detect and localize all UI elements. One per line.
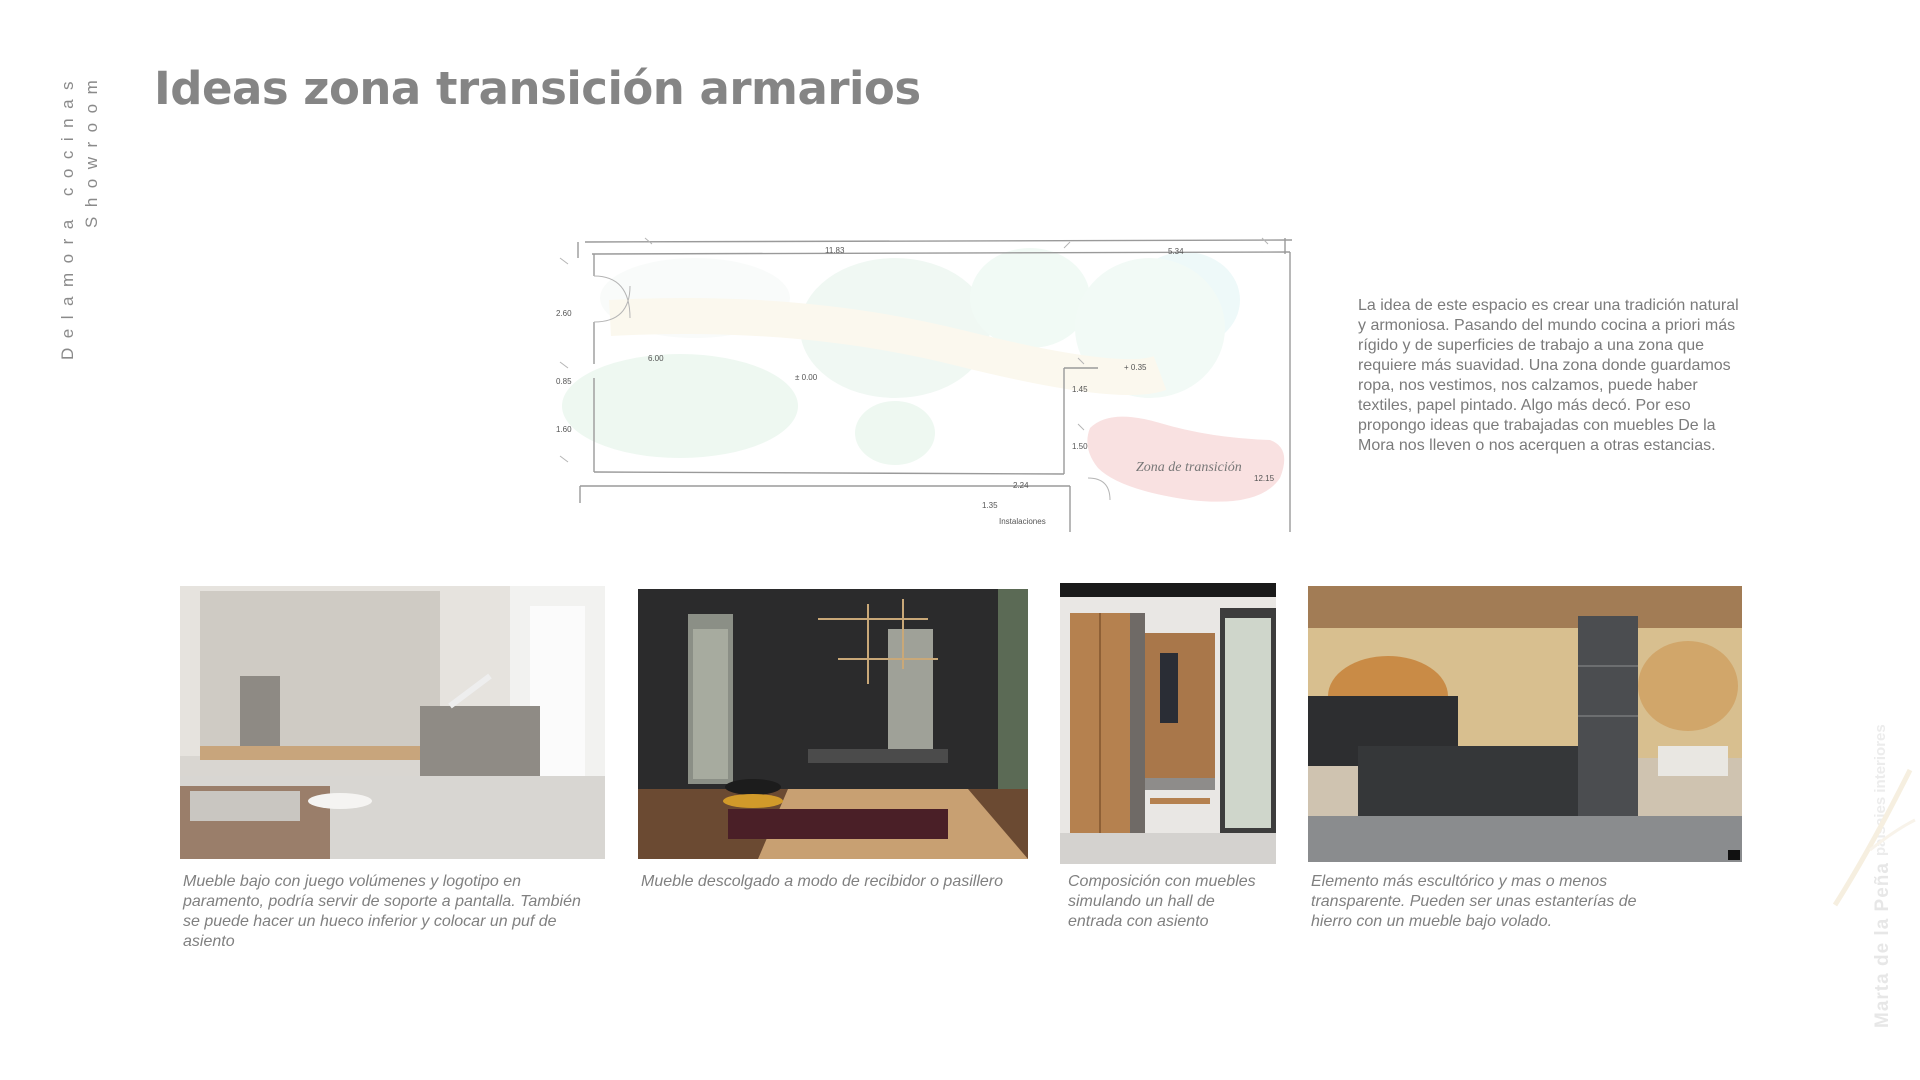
photo-dark-hall	[638, 589, 1028, 859]
caption-photo-3: Composición con muebles simulando un hall de entrada con asiento	[1068, 873, 1256, 930]
brand-vertical-text: Delamora cocinas	[58, 71, 77, 360]
photo-sculptural-shelving	[1308, 586, 1742, 862]
description-text: La idea de este espacio es crear una tradición natural y armoniosa. Pasando del mundo cocina a priori más rígido y de superficies de trabajo a una zona que requiere más suavidad. Una zona donde guardamos ropa, nos vestimos, nos calzamos, puede haber textiles, papel pintado. Algo más decó. Por eso propongo ideas que trabajadas con muebles De la Mora nos lleven o nos acerquen a otras estancias.	[1358, 297, 1739, 454]
floor-plan-image	[550, 228, 1298, 532]
plan-installations-label: Instalaciones	[999, 517, 1046, 526]
page-title: Ideas zona transición armarios	[154, 62, 921, 115]
plan-dim-label: 6.00	[648, 354, 664, 363]
watermark-name: Marta de la Peña	[1872, 862, 1893, 1028]
photo-entrance-hall	[1060, 583, 1276, 864]
plan-dim-label: 0.85	[556, 377, 572, 386]
plan-zone-label: Zona de transición	[1136, 460, 1242, 475]
plan-dim-label: 2.60	[556, 309, 572, 318]
plan-dim-label: 1.45	[1072, 385, 1088, 394]
plan-dim-label: 5.34	[1168, 247, 1184, 256]
plan-dim-label: 1.60	[556, 425, 572, 434]
caption-photo-4: Elemento más escultórico y mas o menos transparente. Pueden ser unas estanterías de hierro con un mueble bajo volado.	[1311, 873, 1637, 930]
plan-dim-label: 2.24	[1013, 481, 1029, 490]
brand-subtitle-vertical: Showroom	[82, 70, 101, 228]
plan-dim-label: 12.15	[1254, 474, 1275, 483]
plan-dim-label: 11.83	[825, 246, 845, 255]
watermark-tagline: paisajes interiores	[1872, 724, 1889, 856]
plan-dim-label: 1.50	[1072, 442, 1088, 451]
plan-level-label: ± 0.00	[795, 373, 818, 382]
caption-photo-1: Mueble bajo con juego volúmenes y logotipo en paramento, podría servir de soporte a pantalla. También se puede hacer un hueco inferior y colocar un puf de asiento	[183, 873, 581, 950]
caption-photo-2: Mueble descolgado a modo de recibidor o pasillero	[641, 873, 1003, 890]
plan-level-label: + 0.35	[1124, 363, 1147, 372]
photo-living-room-herringbone	[180, 586, 605, 859]
plan-dim-label: 1.35	[982, 501, 998, 510]
watermark-leaf-icon	[1830, 760, 1920, 910]
